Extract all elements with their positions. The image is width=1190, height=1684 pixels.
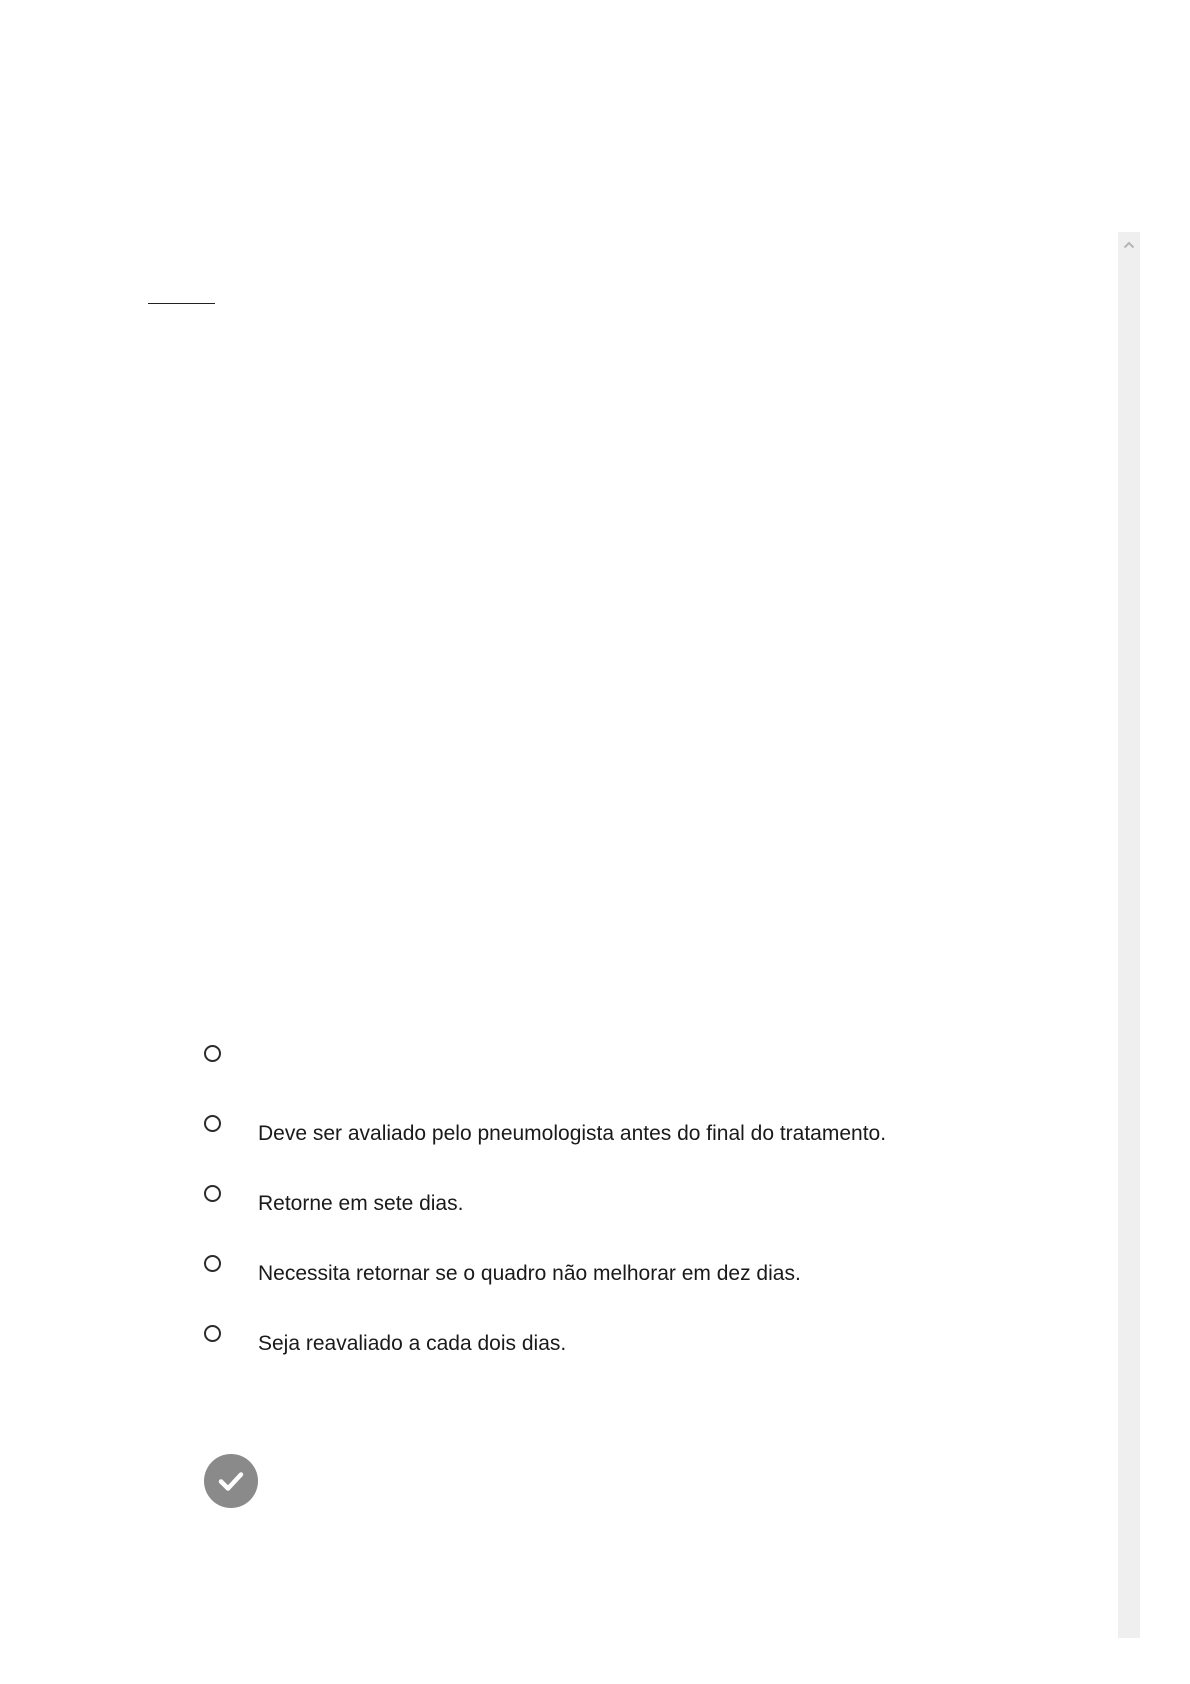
radio-button[interactable] — [204, 1045, 221, 1062]
confirm-answer-button[interactable] — [204, 1454, 258, 1508]
answer-option-label: Deve ser avaliado pelo pneumologista antes do final do tratamento. — [258, 1122, 887, 1145]
radio-button[interactable] — [204, 1255, 221, 1272]
answer-option-label: Necessita retornar se o quadro não melhorar em dez dias. — [258, 1262, 801, 1285]
scroll-up-button[interactable] — [1118, 236, 1140, 254]
radio-button[interactable] — [204, 1325, 221, 1342]
scrollbar[interactable] — [1118, 232, 1140, 1638]
answer-option-5[interactable] — [204, 1320, 1084, 1390]
answer-options — [204, 1040, 1084, 1390]
answer-option-label: Seja reavaliado a cada dois dias. — [258, 1332, 567, 1355]
radio-button[interactable] — [204, 1115, 221, 1132]
answer-option-3[interactable] — [204, 1180, 1084, 1250]
chevron-up-icon — [1123, 241, 1135, 249]
section-divider — [148, 303, 215, 304]
answer-option-2[interactable] — [204, 1110, 1084, 1180]
radio-button[interactable] — [204, 1185, 221, 1202]
answer-option-label: Retorne em sete dias. — [258, 1192, 464, 1215]
check-icon — [214, 1464, 248, 1498]
answer-option-4[interactable] — [204, 1250, 1084, 1320]
answer-option-1[interactable] — [204, 1040, 1084, 1110]
